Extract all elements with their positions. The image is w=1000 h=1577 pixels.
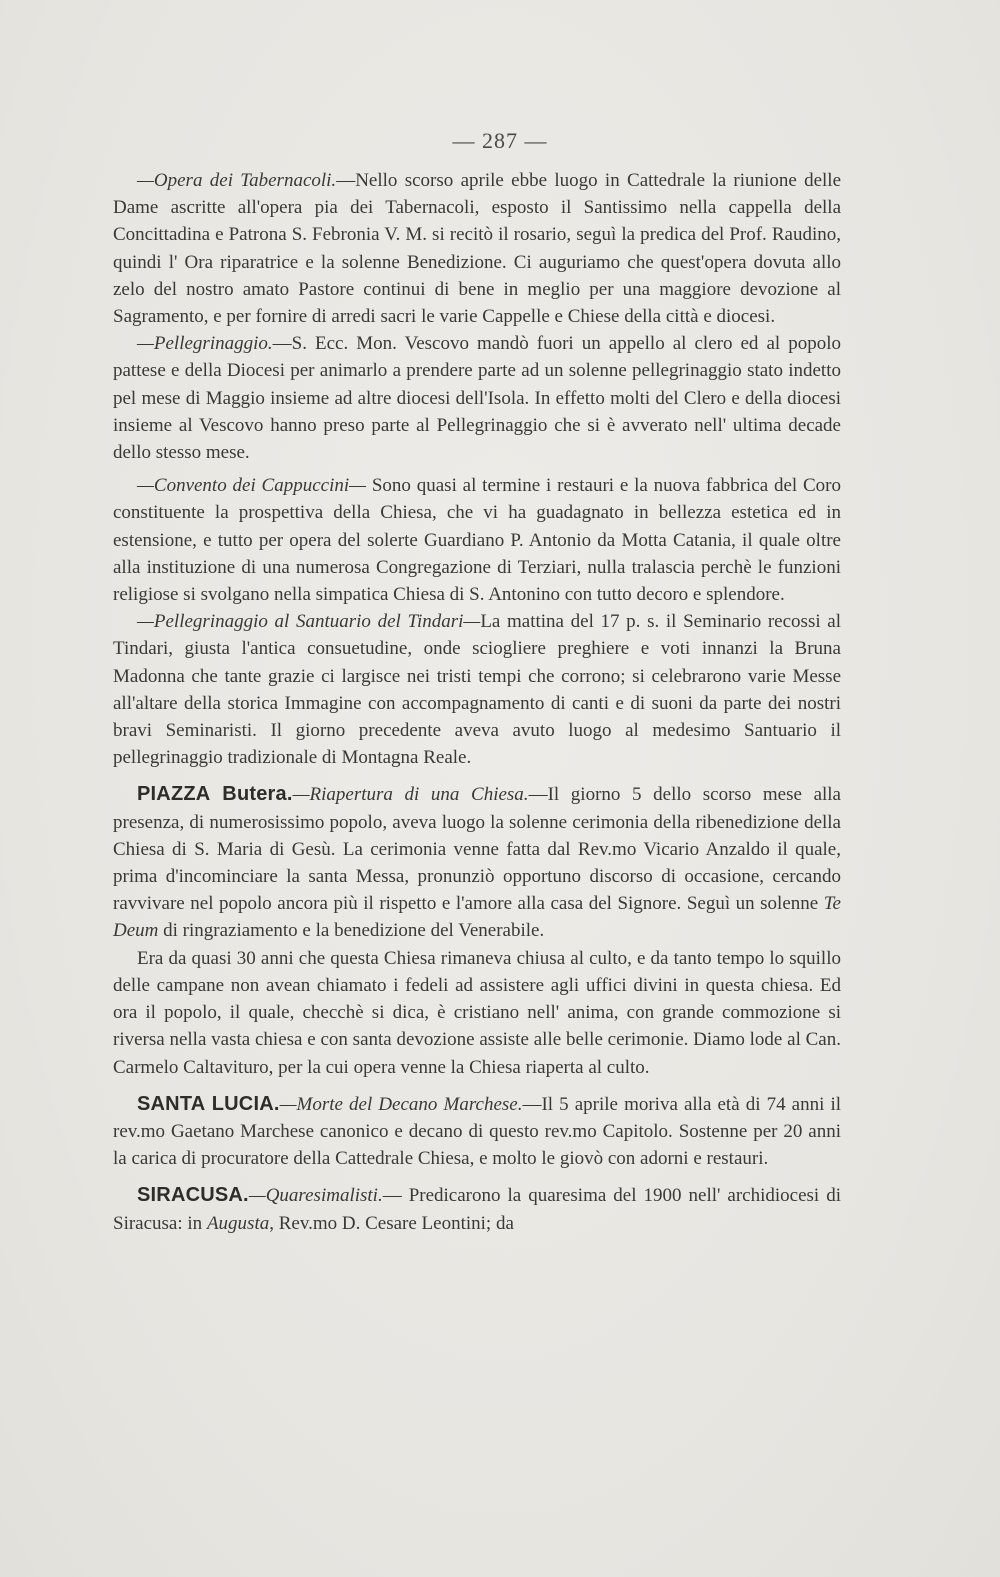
paragraph-text: — Predicarono la quaresima del 1900 nell' archidiocesi di Siracusa: in — [113, 1185, 841, 1234]
paragraph-text: Sono quasi al termine i restauri e la nuova fabbrica del Coro constituente la prospettiva della Chiesa, che vi ha guadagnato in bellezza estetica ed in estensione, e tutto per opera del solerte Guardiano P. Antonio da Motta Catania, il quale oltre alla instituzione di una numerosa Congregazione di Terziari, nulla tralascia perchè le funzioni religiose si svolgano nella simpatica Chiesa di S. Antonino con tutto decoro e splendore. — [113, 475, 841, 606]
section-heading: —Pellegrinaggio al Santuario del Tindari— — [137, 611, 481, 633]
paragraph-text: —Nello scorso aprile ebbe luogo in Cattedrale la riunione delle Dame ascritte all'opera pia dei Tabernacoli, esposto il Santissimo nella cappella della Concittadina e Patrona S. Febronia V. M. si recitò il rosario, seguì la predica del Prof. Raudino, quindi l' Ora riparatrice e la solenne Benedizione. Ci auguriamo che quest'opera dovuta allo zelo del nostro amato Pastore continui di bene in meglio per una maggiore devozione al Sagramento, e per fornire di arredi sacri le varie Cappelle e Chiese della città e diocesi. — [113, 170, 841, 328]
page-number: — 287 — — [452, 128, 548, 153]
paragraph-text: La mattina del 17 p. s. il Seminario recossi al Tindari, giusta l'antica consuetudine, onde sciogliere preghiere e voti innanzi la Bruna Madonna che tante grazie ci largisce nei tristi tempi che corrono; si celebrarono varie Messe all'altare della storica Immagine con accompagnamento di canti e di suoni da parte dei nostri bravi Seminaristi. Il giorno precedente aveva avuto luogo al medesimo Santuario il pellegrinaggio tradizionale di Montagna Reale. — [113, 611, 841, 769]
paragraph-text: —Il 5 aprile moriva alla età di 74 anni il rev.mo Gaetano Marchese canonico e decano di questo rev.mo Capitolo. Sostenne per 20 anni la carica di procuratore della Cattedrale Chiesa, e molto le giovò con adorni e restauri. — [113, 1093, 842, 1170]
section-heading: —Riapertura di una Chiesa. — [292, 784, 529, 806]
section-heading: —Morte del Decano Marchese. — [279, 1093, 523, 1115]
place-heading: SIRACUSA. — [137, 1184, 249, 1207]
paragraph-cappuccini — [113, 472, 841, 608]
section-heading: —Opera dei Tabernacoli. — [137, 170, 337, 191]
section-heading: —Quaresimalisti. — [248, 1185, 383, 1207]
place-heading: PIAZZA Butera. — [137, 783, 293, 806]
paragraph-text: , Rev.mo D. Cesare Leontini; da — [269, 1212, 514, 1234]
paragraph-text: —S. Ecc. Mon. Vescovo mandò fuori un appello al clero ed al popolo pattese e della Diocesi per animarlo a prendere parte ad un solenne pellegrinaggio stato indetto pel mese di Maggio insieme ad altre diocesi dell'Isola. In effetto molti del Clero e della diocesi insieme al Vescovo hanno preso parte al Pellegrinaggio che si è avverato nell' ultima decade dello stesso mese. — [113, 333, 841, 464]
section-heading: —Convento dei Cappuccini— — [137, 475, 367, 497]
place-heading: SANTA LUCIA. — [137, 1092, 280, 1115]
article-body — [113, 167, 841, 1237]
paragraph-pellegrinaggio — [113, 330, 841, 466]
emphasis-text: Te Deum — [113, 893, 841, 942]
paragraph-tabernacoli — [113, 167, 841, 330]
paragraph-siracusa — [113, 1182, 841, 1236]
paragraph-text: di ringraziamento e la benedizione del Venerabile. — [158, 920, 545, 942]
paragraph-tindari — [113, 608, 841, 771]
paragraph-text: Era da quasi 30 anni che questa Chiesa rimaneva chiusa al culto, e da tanto tempo lo squillo delle campane non avean chiamato i fedeli ad assistere agli uffici divini in questa chiesa. Ed ora il popolo, il quale, checchè si dica, è cristiano nell' anima, con grande commozione si riversa nella vasta chiesa e con santa devozione assiste alle belle cerimonie. Diamo lode al Can. Carmelo Caltavituro, per la cui opera venne la Chiesa riaperta al culto. — [113, 947, 841, 1078]
emphasis-text: Augusta — [206, 1212, 270, 1234]
paragraph-piazza-continued — [113, 945, 841, 1081]
paragraph-santa-lucia — [113, 1091, 841, 1173]
paragraph-text: —Il giorno 5 dello scorso mese alla presenza, di numerosissimo popolo, aveva luogo la solenne cerimonia della ribenedizione della Chiesa di S. Maria di Gesù. La cerimonia venne fatta dal Rev.mo Vicario Anzaldo il quale, prima d'incominciare la santa Messa, pronunziò opportuno discorso di occasione, cercando ravvivare nel popolo ancora più il rispetto e l'amore alla casa del Signore. Seguì un solenne — [113, 784, 841, 915]
section-heading: —Pellegrinaggio. — [137, 333, 273, 355]
paragraph-piazza — [113, 781, 841, 944]
